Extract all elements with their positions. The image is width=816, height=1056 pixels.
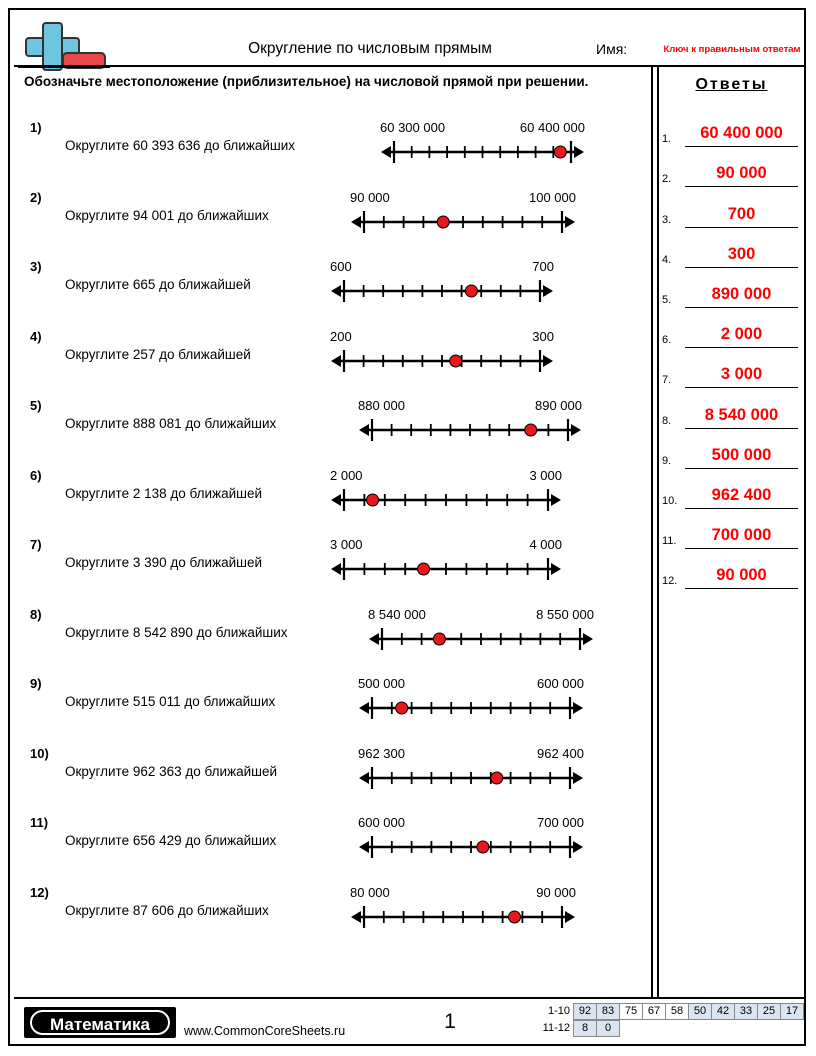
problem-text: Округлите 3 390 до ближайшей xyxy=(65,555,263,570)
worksheet-page xyxy=(8,8,806,1046)
answer-value: 2 000 xyxy=(720,325,763,344)
problem-item xyxy=(10,120,650,190)
answers-title: Ответы xyxy=(695,76,768,93)
number-line xyxy=(330,329,554,391)
number-line-point xyxy=(418,563,430,575)
number-line-graphic xyxy=(350,902,576,932)
answer-index: 2. xyxy=(662,173,672,186)
answer-row xyxy=(659,153,804,193)
answer-row xyxy=(659,314,804,354)
number-line-left-label: 600 xyxy=(330,259,352,274)
number-line-point xyxy=(450,355,462,367)
problem-number: 10) xyxy=(30,745,49,761)
problem-item xyxy=(10,746,650,816)
answer-value: 8 540 000 xyxy=(704,405,779,424)
brand-badge xyxy=(24,1007,176,1038)
page-header xyxy=(10,10,804,66)
problem-number: 8) xyxy=(30,606,42,622)
number-line-right-label: 600 000 xyxy=(537,676,584,691)
number-line-point xyxy=(367,494,379,506)
answer-index: 1. xyxy=(662,133,672,146)
answer-index: 9. xyxy=(662,454,672,467)
answer-index: 3. xyxy=(662,213,672,226)
number-line xyxy=(330,468,562,530)
footer-divider xyxy=(14,997,804,999)
problem-number: 7) xyxy=(30,537,42,552)
answer-key-badge: Ключ к правильным ответам xyxy=(663,44,801,55)
score-row-label: 1-10 xyxy=(547,1005,570,1017)
instructions-text: Обозначьте местоположение (приблизительное) на числовой прямой при решении. xyxy=(24,74,589,89)
answer-row xyxy=(659,113,804,153)
answer-index: 12. xyxy=(662,575,678,588)
number-line-right-label: 700 xyxy=(532,259,554,274)
answer-list xyxy=(659,113,804,595)
problem-number: 6) xyxy=(30,467,42,483)
number-line-point xyxy=(491,772,503,784)
score-cell: 33 xyxy=(734,1003,758,1020)
problem-item xyxy=(10,468,650,538)
number-line-left-label: 2 000 xyxy=(330,467,363,483)
problem-number: 12) xyxy=(30,884,49,900)
number-line xyxy=(358,746,584,808)
answer-blank xyxy=(685,362,798,388)
number-line-right-label: 4 000 xyxy=(529,537,562,552)
problem-text: Округлите 2 138 до ближайшей xyxy=(65,485,263,501)
problem-number: 11) xyxy=(30,815,49,830)
score-cell: 17 xyxy=(780,1003,804,1020)
site-url: www.CommonCoreSheets.ru xyxy=(184,1024,346,1038)
number-line-left-label: 500 000 xyxy=(358,676,405,691)
answer-index: 8. xyxy=(662,414,672,427)
answer-blank xyxy=(685,322,798,348)
answer-blank xyxy=(685,403,798,429)
number-line-left-label: 3 000 xyxy=(330,537,363,552)
brand-label: Математика xyxy=(30,1010,170,1035)
number-line-right-label: 300 xyxy=(532,328,554,344)
score-cell: 75 xyxy=(619,1003,643,1020)
problem-text: Округлите 60 393 636 до ближайших xyxy=(65,138,296,153)
answer-blank xyxy=(685,443,798,469)
page-title: Округление по числовым прямым xyxy=(248,40,492,57)
score-cell: 8 xyxy=(573,1020,597,1037)
number-line xyxy=(350,190,576,252)
score-cell: 58 xyxy=(665,1003,689,1020)
problem-item xyxy=(10,815,650,885)
number-line-point xyxy=(508,911,520,923)
number-line-graphic xyxy=(358,763,584,793)
number-line xyxy=(380,120,585,182)
answer-index: 7. xyxy=(662,374,672,387)
name-label: Имя: xyxy=(596,41,628,57)
number-line-left-label: 60 300 000 xyxy=(380,120,446,135)
number-line-left-label: 90 000 xyxy=(350,189,390,205)
answer-row xyxy=(659,274,804,314)
number-line-right-label: 962 400 xyxy=(537,745,584,761)
number-line-graphic xyxy=(358,832,584,862)
number-line-left-label: 600 000 xyxy=(358,815,405,830)
answer-blank xyxy=(685,563,798,589)
number-line-right-label: 60 400 000 xyxy=(519,120,585,135)
answer-value: 300 xyxy=(727,244,756,263)
number-line-graphic xyxy=(350,207,576,237)
answer-index: 11. xyxy=(662,535,677,548)
number-line xyxy=(330,259,554,321)
answer-index: 10. xyxy=(662,494,678,507)
answer-blank xyxy=(685,202,798,228)
problem-text: Округлите 656 429 до ближайших xyxy=(65,833,277,848)
answer-row xyxy=(659,354,804,394)
number-line-point xyxy=(396,702,408,714)
number-line-graphic xyxy=(330,276,554,306)
number-line-left-label: 962 300 xyxy=(358,745,405,761)
score-cell: 67 xyxy=(642,1003,666,1020)
problem-item xyxy=(10,329,650,399)
number-line-left-label: 8 540 000 xyxy=(368,606,426,622)
problem-item xyxy=(10,676,650,746)
score-cell: 0 xyxy=(596,1020,620,1037)
answer-blank xyxy=(685,242,798,268)
problem-text: Округлите 515 011 до ближайших xyxy=(65,694,276,709)
problem-text: Округлите 888 081 до ближайших xyxy=(65,416,277,431)
number-line-graphic xyxy=(330,346,554,376)
score-cell: 92 xyxy=(573,1003,597,1020)
number-line-left-label: 80 000 xyxy=(350,884,390,900)
problem-number: 4) xyxy=(30,328,42,344)
problem-text: Округлите 257 до ближайшей xyxy=(65,346,251,362)
number-line-point xyxy=(477,841,489,853)
number-line xyxy=(358,815,584,877)
number-line-right-label: 890 000 xyxy=(535,398,582,413)
answer-row xyxy=(659,475,804,515)
answer-value: 500 000 xyxy=(711,445,772,464)
number-line-point xyxy=(525,424,537,436)
score-row-1-10 xyxy=(542,1003,804,1020)
answer-row xyxy=(659,555,804,595)
problem-number: 9) xyxy=(30,676,42,691)
answer-blank xyxy=(685,121,798,147)
number-line-graphic xyxy=(330,485,562,515)
problem-item xyxy=(10,398,650,468)
number-line-graphic xyxy=(358,415,582,445)
number-line xyxy=(330,537,562,599)
number-line-right-label: 3 000 xyxy=(529,467,562,483)
problem-text: Округлите 94 001 до ближайших xyxy=(65,207,269,223)
answer-key-panel xyxy=(659,67,804,997)
number-line xyxy=(350,885,576,947)
page-number: 1 xyxy=(444,1010,456,1033)
answer-row xyxy=(659,193,804,233)
answer-value: 700 000 xyxy=(711,526,772,545)
answer-value: 3 000 xyxy=(720,365,763,384)
answer-blank xyxy=(685,282,798,308)
problem-text: Округлите 87 606 до ближайших xyxy=(65,902,269,918)
score-table xyxy=(542,1003,804,1037)
number-line-right-label: 700 000 xyxy=(537,815,584,830)
answer-value: 90 000 xyxy=(716,164,767,183)
problem-item xyxy=(10,607,650,677)
score-cell: 42 xyxy=(711,1003,735,1020)
answer-value: 60 400 000 xyxy=(700,124,783,143)
number-line-graphic xyxy=(380,137,585,167)
number-line-left-label: 200 xyxy=(330,328,352,344)
answer-index: 6. xyxy=(662,334,672,347)
number-line-point xyxy=(465,285,477,297)
problem-number: 3) xyxy=(30,259,42,274)
number-line-graphic xyxy=(330,554,562,584)
number-line-left-label: 880 000 xyxy=(358,398,405,413)
number-line xyxy=(358,398,582,460)
number-line-point xyxy=(554,146,566,158)
number-line-right-label: 100 000 xyxy=(529,189,576,205)
problem-item xyxy=(10,537,650,607)
number-line-right-label: 90 000 xyxy=(536,884,576,900)
number-line-graphic xyxy=(358,693,584,723)
answer-row xyxy=(659,394,804,434)
problem-text: Округлите 8 542 890 до ближайших xyxy=(65,624,288,640)
answer-value: 962 400 xyxy=(711,485,772,504)
answer-value: 700 xyxy=(727,204,756,223)
number-line xyxy=(358,676,584,738)
answer-index: 5. xyxy=(662,293,672,306)
answer-blank xyxy=(685,483,798,509)
answer-blank xyxy=(685,161,798,187)
answer-index: 4. xyxy=(662,253,672,266)
panel-divider-outer xyxy=(651,67,653,997)
answer-row xyxy=(659,234,804,274)
problem-list xyxy=(10,120,650,954)
score-cell: 50 xyxy=(688,1003,712,1020)
number-line-point xyxy=(433,633,445,645)
problem-text: Округлите 665 до ближайшей xyxy=(65,277,251,292)
answer-row xyxy=(659,515,804,555)
problem-number: 2) xyxy=(30,189,42,205)
plus-minus-icon xyxy=(16,14,108,64)
answer-value: 90 000 xyxy=(716,566,767,585)
problem-item xyxy=(10,885,650,955)
answer-row xyxy=(659,435,804,475)
problem-text: Округлите 962 363 до ближайшей xyxy=(65,763,278,779)
number-line xyxy=(368,607,594,669)
score-cell: 83 xyxy=(596,1003,620,1020)
problem-number: 5) xyxy=(30,398,42,413)
number-line-point xyxy=(437,216,449,228)
number-line-right-label: 8 550 000 xyxy=(536,606,594,622)
plus-vertical-bar xyxy=(42,22,63,71)
problem-item xyxy=(10,190,650,260)
score-row-11-12 xyxy=(542,1020,804,1037)
problem-item xyxy=(10,259,650,329)
score-row-label: 11-12 xyxy=(542,1022,570,1034)
answer-blank xyxy=(685,523,798,549)
answer-value: 890 000 xyxy=(711,284,772,303)
problem-number: 1) xyxy=(30,120,42,135)
number-line-graphic xyxy=(368,624,594,654)
score-cell: 25 xyxy=(757,1003,781,1020)
